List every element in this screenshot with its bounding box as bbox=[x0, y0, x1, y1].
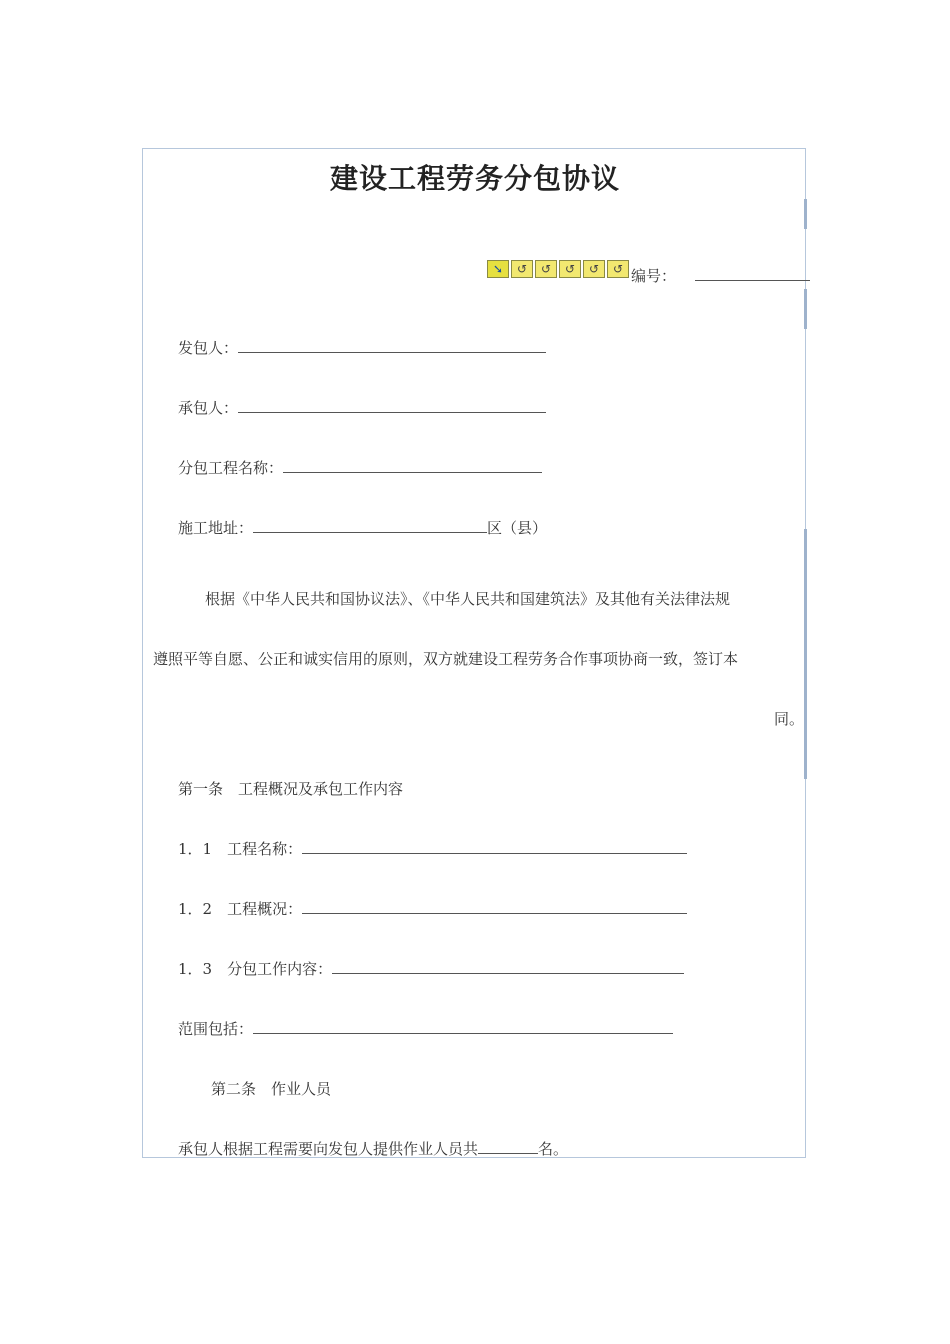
number-blank bbox=[695, 266, 810, 281]
item-1-1-blank bbox=[302, 839, 687, 854]
item-1-3-line bbox=[178, 958, 684, 979]
preamble-line-2: 遵照平等自愿、公正和诚实信用的原则，双方就建设工程劳务合作事项协商一致，签订本 bbox=[153, 650, 739, 668]
employer-label: 发包人： bbox=[178, 339, 239, 357]
staff-line bbox=[178, 1138, 568, 1159]
item-1-2-label: 1．2 工程概况： bbox=[178, 900, 303, 918]
arrow-up-icon[interactable]: ➘ bbox=[487, 260, 509, 278]
staff-count-blank bbox=[478, 1139, 538, 1154]
contractor-label: 承包人： bbox=[178, 399, 239, 417]
article-2-heading: 第二条 作业人员 bbox=[211, 1080, 332, 1098]
article-1-heading: 第一条 工程概况及承包工作内容 bbox=[178, 780, 404, 798]
border-mark bbox=[804, 289, 807, 329]
undo-icon[interactable]: ↺ bbox=[511, 260, 533, 278]
preamble-line-3: 同。 bbox=[774, 710, 805, 728]
undo-icon[interactable]: ↺ bbox=[607, 260, 629, 278]
number-line bbox=[631, 265, 810, 286]
employer-line bbox=[178, 337, 546, 358]
employer-blank bbox=[238, 338, 546, 353]
item-1-2-line bbox=[178, 898, 687, 919]
site-address-label: 施工地址： bbox=[178, 519, 254, 537]
undo-icon[interactable]: ↺ bbox=[559, 260, 581, 278]
number-label: 编号： bbox=[631, 267, 677, 285]
scope-label: 范围包括： bbox=[178, 1020, 254, 1038]
contractor-line bbox=[178, 397, 546, 418]
site-address-blank bbox=[253, 518, 487, 533]
item-1-2-blank bbox=[302, 899, 687, 914]
scope-line bbox=[178, 1018, 673, 1039]
item-1-3-blank bbox=[332, 959, 684, 974]
project-name-blank bbox=[283, 458, 542, 473]
border-mark bbox=[804, 199, 807, 229]
scope-blank bbox=[253, 1019, 673, 1034]
site-address-line bbox=[178, 517, 547, 538]
toolbar-icons bbox=[487, 260, 631, 278]
border-mark bbox=[804, 529, 807, 779]
project-name-line bbox=[178, 457, 542, 478]
preamble-line-1: 根据《中华人民共和国协议法》、《中华人民共和国建筑法》及其他有关法律法规 bbox=[205, 590, 731, 608]
document-title: 建设工程劳务分包协议 bbox=[329, 162, 620, 195]
item-1-3-label: 1．3 分包工作内容： bbox=[178, 960, 333, 978]
contractor-blank bbox=[238, 398, 546, 413]
item-1-1-line bbox=[178, 838, 687, 859]
undo-icon[interactable]: ↺ bbox=[583, 260, 605, 278]
staff-suffix: 名。 bbox=[538, 1140, 569, 1158]
district-suffix: 区（县） bbox=[487, 519, 548, 537]
item-1-1-label: 1．1 工程名称： bbox=[178, 840, 303, 858]
undo-icon[interactable]: ↺ bbox=[535, 260, 557, 278]
project-name-label: 分包工程名称： bbox=[178, 459, 284, 477]
staff-text: 承包人根据工程需要向发包人提供作业人员共 bbox=[178, 1140, 479, 1158]
